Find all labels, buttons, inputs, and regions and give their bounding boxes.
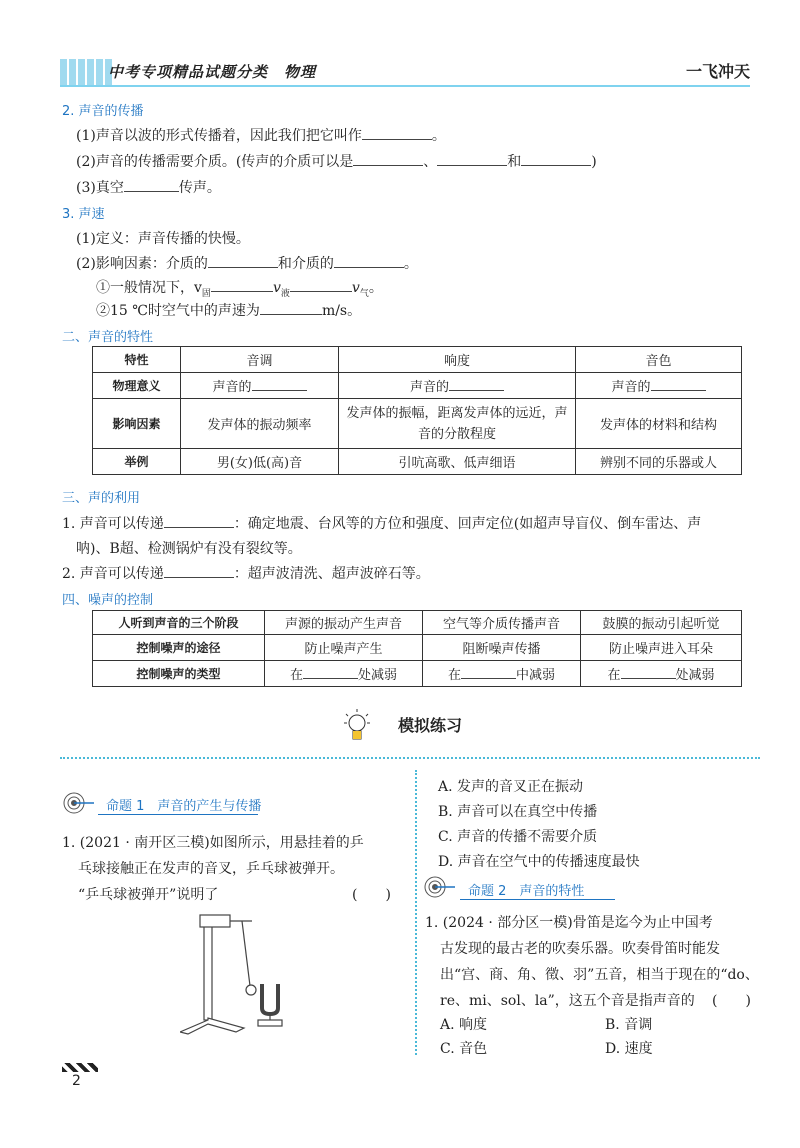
page-number-badge: [62, 1063, 98, 1093]
text: 、: [423, 154, 438, 170]
text: 中减弱: [516, 668, 556, 683]
page-number: 2: [72, 1073, 81, 1089]
text: (1)声音以波的形式传播着，因此我们把它叫作: [76, 128, 362, 144]
text: 处减弱: [358, 668, 398, 683]
section-uses: 三、声的利用: [62, 491, 141, 506]
line: ①一般情况下，$v_固$ $v_液$ $v_气$。: [96, 280, 383, 299]
text: 处减弱: [675, 668, 715, 683]
blank: [621, 665, 676, 679]
divider: [60, 757, 760, 759]
text: ①一般情况下，v: [96, 280, 202, 296]
text: 传声。: [178, 180, 221, 196]
blank: [164, 514, 234, 528]
text: m/s。: [321, 303, 362, 319]
blank: [124, 178, 179, 192]
row-label: 人听到声音的三个阶段: [93, 611, 265, 635]
line: 呐)、B超、检测锅炉有没有裂纹等。: [76, 541, 302, 557]
blank: [252, 377, 307, 391]
characteristics-table: [92, 346, 742, 475]
line: [76, 125, 446, 145]
question-line: 1. (2024 · 部分区一模)骨笛是迄今为止中国考: [425, 915, 713, 931]
text: 在: [289, 668, 303, 683]
blank: [211, 278, 273, 292]
cell: [581, 661, 742, 687]
cell: 男(女)低(高)音: [181, 449, 339, 475]
text: 。: [368, 280, 383, 296]
cell: 发声体的振动频率: [181, 399, 339, 449]
blank: [651, 377, 706, 391]
text: 和介质的: [277, 256, 334, 272]
question-line: 乓球接触正在发声的音叉，乒乓球被弹开。: [78, 861, 344, 877]
cell: 防止噪声产生: [265, 635, 423, 661]
tuning-fork-figure: [180, 910, 310, 1035]
text: ：超声波清洗、超声波碎石等。: [233, 566, 430, 582]
topic-underline: [98, 814, 258, 815]
practice-title: 模拟练习: [398, 716, 463, 735]
option: B. 声音可以在真空中传播: [438, 804, 598, 820]
topic-underline: [460, 899, 615, 900]
text: ): [591, 154, 597, 170]
row-label: 控制噪声的途径: [93, 635, 265, 661]
question-line: 古发现的最古老的吹奏乐器。吹奏骨笛时能发: [440, 941, 720, 957]
topic-1-title: 命题 1 声音的产生与传播: [106, 799, 262, 814]
cell: 发声体的振幅，距离发声体的远近，声音的分散程度: [339, 399, 576, 449]
cell: 声源的振动产生声音: [265, 611, 423, 635]
cell: 发声体的材料和结构: [576, 399, 742, 449]
option: A. 响度: [440, 1017, 488, 1033]
page-header: [60, 55, 750, 87]
question-line: “乒乓球被弹开”说明了: [78, 887, 219, 903]
cell: 引吭高歌、低声细语: [339, 449, 576, 475]
text: (2)声音的传播需要介质。(传声的介质可以是: [76, 154, 354, 170]
answer-paren: ( ): [352, 887, 391, 903]
line: [62, 513, 701, 533]
cell: [576, 373, 742, 399]
blank: [362, 126, 432, 140]
question-line: 出“宫、商、角、徵、羽”五音，相当于现在的“do、: [440, 967, 759, 983]
text: ：确定地震、台风等的方位和强度、回声定位(如超声导盲仪、倒车雷达、声: [233, 516, 702, 532]
blank: [461, 665, 516, 679]
text: 2. 声音可以传递: [62, 566, 164, 582]
section-noise: 四、噪声的控制: [62, 593, 154, 608]
line: [76, 177, 221, 197]
text: 声音的: [409, 380, 449, 395]
topic-2-title: 命题 2 声音的特性: [468, 884, 585, 899]
option: D. 声音在空气中的传播速度最快: [438, 854, 640, 870]
text: ②15 ℃时空气中的声速为: [96, 303, 260, 319]
noise-table: [92, 610, 742, 687]
question-line: re、mi、sol、la”，这五个音是指声音的: [440, 993, 695, 1009]
header-rule: [60, 85, 750, 87]
text: 。: [431, 128, 446, 144]
text: 1. 声音可以传递: [62, 516, 164, 532]
cell: 鼓膜的振动引起听觉: [581, 611, 742, 635]
option: C. 声音的传播不需要介质: [438, 829, 598, 845]
header-cell: 音色: [576, 347, 742, 373]
cell: 防止噪声进入耳朵: [581, 635, 742, 661]
subscript: 固: [201, 288, 211, 299]
header-cell: 特性: [93, 347, 181, 373]
option: A. 发声的音叉正在振动: [438, 779, 584, 795]
blank: [521, 152, 591, 166]
blank: [303, 665, 358, 679]
section-characteristics: 二、声音的特性: [62, 330, 154, 345]
header-pattern: [60, 59, 112, 85]
blank: [208, 254, 278, 268]
row-label: 控制噪声的类型: [93, 661, 265, 687]
text: 。: [403, 256, 418, 272]
cell: 阻断噪声传播: [423, 635, 581, 661]
row-label: 影响因素: [93, 399, 181, 449]
subscript: 液: [280, 288, 290, 299]
option: C. 音色: [440, 1041, 488, 1057]
line: [96, 300, 361, 320]
line: [62, 563, 430, 583]
blank: [334, 254, 404, 268]
blank: [164, 564, 234, 578]
blank: [437, 152, 507, 166]
column-divider: [415, 770, 417, 1055]
blank: [449, 377, 504, 391]
header-cell: 响度: [339, 347, 576, 373]
blank: [290, 278, 352, 292]
text: 声音的: [212, 380, 252, 395]
cell: [339, 373, 576, 399]
text: (2)影响因素：介质的: [76, 256, 208, 272]
answer-paren: ( ): [712, 993, 751, 1009]
cell: [265, 661, 423, 687]
text: 在: [607, 668, 621, 683]
line: (1)定义：声音传播的快慢。: [76, 231, 250, 247]
question-line: 1. (2021 · 南开区三模)如图所示，用悬挂着的乒: [62, 835, 364, 851]
text: (3)真空: [76, 180, 124, 196]
blank: [260, 301, 322, 315]
target-icon: [62, 791, 92, 815]
target-icon: [423, 875, 457, 899]
text: 在: [447, 668, 461, 683]
lightbulb-icon: [342, 706, 372, 746]
text: 声音的: [611, 380, 651, 395]
option: D. 速度: [605, 1041, 653, 1057]
subscript: 气: [359, 288, 369, 299]
row-label: 举例: [93, 449, 181, 475]
cell: 空气等介质传播声音: [423, 611, 581, 635]
line: [76, 151, 597, 171]
line: [76, 253, 418, 273]
blank: [353, 152, 423, 166]
row-label: 物理意义: [93, 373, 181, 399]
badge-stripe: [62, 1063, 98, 1072]
cell: 辨别不同的乐器或人: [576, 449, 742, 475]
option: B. 音调: [605, 1017, 653, 1033]
cell: [181, 373, 339, 399]
section-propagation: 2. 声音的传播: [62, 104, 144, 119]
brand-logo: 一飞冲天: [685, 62, 750, 81]
text: 和: [507, 154, 522, 170]
section-speed: 3. 声速: [62, 207, 105, 222]
header-title: 中考专项精品试题分类 物理: [108, 63, 317, 81]
cell: [423, 661, 581, 687]
header-cell: 音调: [181, 347, 339, 373]
